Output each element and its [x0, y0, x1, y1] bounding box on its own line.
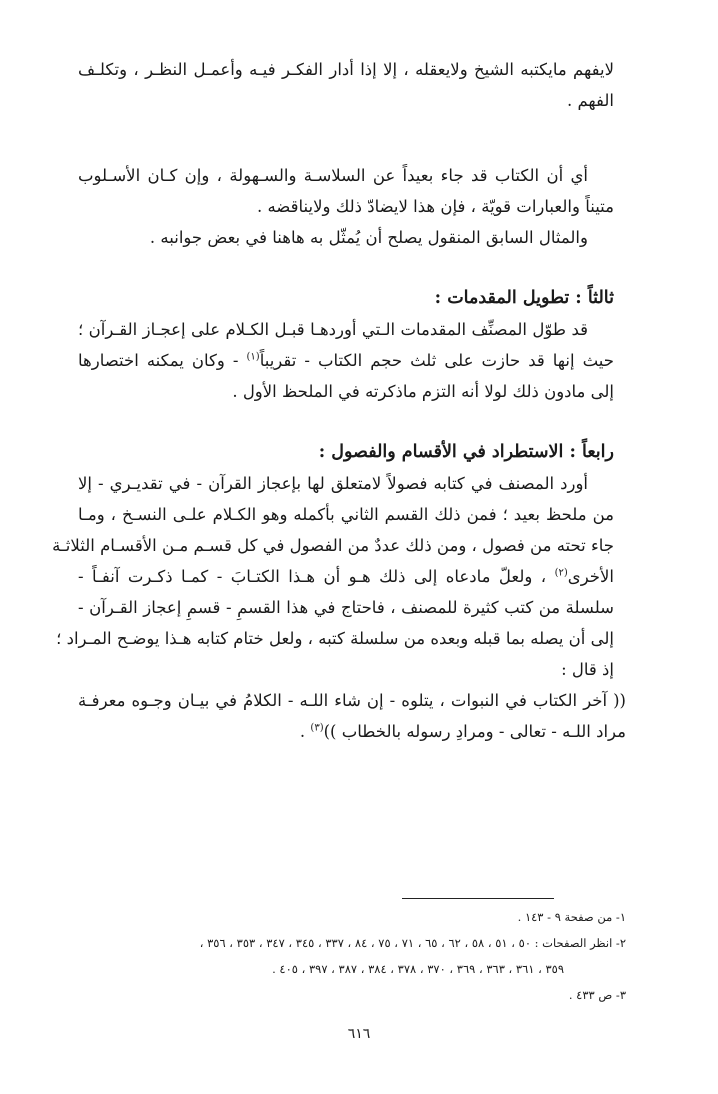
text-line: أورد المصنف في كتابه فصولاً لامتعلق لها بإعجاز القرآن - في تقديـري - إلا	[78, 474, 588, 493]
section-heading: رابعاً : الاستطراد في الأقسام والفصول :	[318, 442, 614, 462]
section-four	[52, 437, 614, 685]
section-three	[78, 283, 614, 407]
text-line: حيث إنها قد حازت على ثلث حجم الكتاب - تقريباً$^{(١)}$ - وكان يمكنه اختصارها	[78, 351, 614, 370]
text-line: متيناً والعبارات قويّة ، فإن هذا لايضادّ ذلك ولايناقضه .	[256, 197, 614, 216]
text-line: إلى مادون ذلك لولا أنه التزم ماذكرته في الملحظ الأول .	[232, 382, 614, 401]
quotation	[78, 685, 626, 747]
text-line: سلسلة من كتب كثيرة للمصنف ، فاحتاج في هذا القسمِ - قسمِ إعجاز القـرآن -	[78, 598, 614, 617]
text-line: (( آخر الكتاب في النبوات ، يتلوه - إن شاء اللـه - الكلامُ في بيـان وجـوه معرفـة	[78, 691, 626, 710]
paragraph-1	[78, 54, 614, 116]
footnote-ref: (١)	[246, 351, 260, 363]
paragraph-2	[78, 160, 614, 222]
text-line: الفهم .	[566, 91, 614, 110]
footnote-2-continued: ٣٥٩ ، ٣٦١ ، ٣٦٣ ، ٣٦٩ ، ٣٧٠ ، ٣٧٨ ، ٣٨٤ ، ٣٨٧ ، ٣٩٧ ، ٤٠٥ .	[272, 962, 564, 976]
footnote-ref: (٢)	[554, 567, 568, 579]
text-line: مراد اللـه - تعالى - ومرادِ رسوله بالخطاب ))$^{(٣)}$ .	[299, 722, 626, 741]
footnote-separator	[402, 898, 554, 899]
footnote-3: ٣- ص ٤٣٣ .	[568, 988, 626, 1002]
text-line: لايفهم مايكتبه الشيخ ولايعقله ، إلا إذا أدار الفكـر فيـه وأعمـل النظـر ، وتكلـف	[78, 60, 614, 79]
text-line: إذ قال :	[561, 660, 614, 679]
footnote-ref: (٣)	[310, 722, 324, 734]
footnote-1: ١- من صفحة ٩ - ١٤٣ .	[517, 910, 626, 924]
page-body	[52, 54, 626, 747]
text-line: والمثال السابق المنقول يصلح أن يُمثّل به هاهنا في بعض جوانبه .	[149, 228, 588, 247]
page-number: ٦١٦	[347, 1026, 371, 1042]
text-line: قد طوّل المصنِّف المقدمات الـتي أوردهـا قبـل الكـلام على إعجـاز القـرآن ؛	[78, 320, 588, 339]
paragraph-3	[78, 222, 614, 253]
footnote-2: ٢- انظر الصفحات : ٥٠ ، ٥١ ، ٥٨ ، ٦٢ ، ٦٥ ، ٧١ ، ٧٥ ، ٨٤ ، ٣٣٧ ، ٣٤٥ ، ٣٤٧ ، ٣٥٣ ، ٣٥٦ ،	[199, 936, 626, 950]
text-line: من ملحظ بعيد ؛ فمن ذلك القسم الثاني بأكمله وهو الكـلام علـى النسـخ ، ومـا	[78, 505, 614, 524]
text-line: الأخرى$^{(٢)}$ ، ولعلّ مادعاه إلى ذلك هـو أن هـذا الكتـابَ - كمـا ذكـرت آنفـاً -	[78, 567, 614, 586]
section-heading: ثالثاً : تطويل المقدمات :	[434, 288, 614, 308]
footnotes	[78, 904, 626, 1008]
text-line: إلى أن يصله بما قبله وبعده من سلسلة كتبه ، ولعل ختام كتابه هـذا يوضـح المـراد ؛	[56, 629, 614, 648]
text-line: أي أن الكتاب قد جاء بعيداً عن السلاسـة والسـهولة ، وإن كـان الأسـلوب	[78, 166, 588, 185]
text-line: جاء تحته من فصول ، ومن ذلك عددٌ من الفصول في كل قسـم مـن الأقسـام الثلاثـة	[52, 536, 614, 555]
